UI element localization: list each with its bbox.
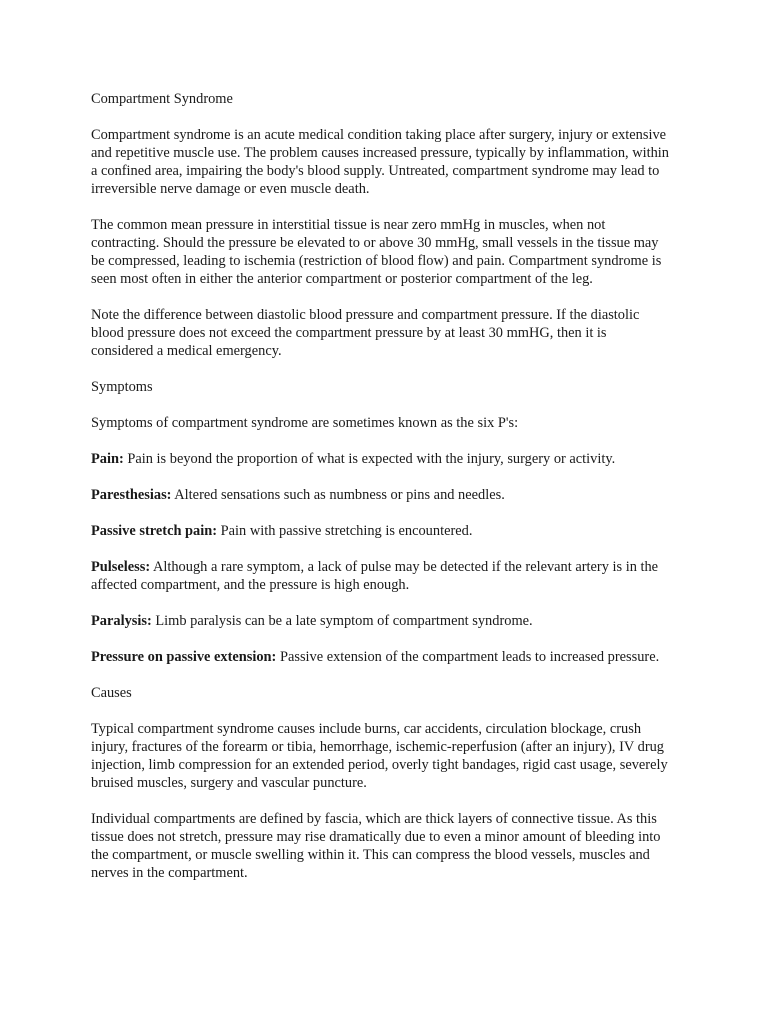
intro-paragraph: The common mean pressure in interstitial tissue is near zero mmHg in muscles, when not contracting. Should the pressure be elevated to or above 30 mmHg, small vessels in the tissue may be compressed, leading to ischemia (restriction of blood flow) and pain. Compartment syndrome is seen most often in either the anterior compartment or posterior compartment of the leg.: [91, 217, 662, 287]
symptom-term: Paralysis:: [91, 613, 152, 629]
symptom-term: Passive stretch pain:: [91, 523, 218, 539]
document-page: [91, 90, 671, 900]
symptoms-heading: Symptoms: [91, 379, 153, 395]
symptom-term: Paresthesias:: [91, 487, 172, 503]
symptom-item: [91, 522, 671, 540]
symptom-description: Altered sensations such as numbness or pins and needles.: [171, 487, 505, 503]
causes-paragraph: Individual compartments are defined by fascia, which are thick layers of connective tissue. As this tissue does not stretch, pressure may rise dramatically due to even a minor amount of bleeding into the compartment, or muscle swelling within it. This can compress the blood vessels, muscles and nerves in the compartment.: [91, 811, 661, 881]
document-title: Compartment Syndrome: [91, 91, 233, 107]
intro-paragraph: Note the difference between diastolic blood pressure and compartment pressure. If the diastolic blood pressure does not exceed the compartment pressure by at least 30 mmHG, then it is considered a medical emergency.: [91, 307, 640, 359]
intro-paragraph: Compartment syndrome is an acute medical condition taking place after surgery, injury or extensive and repetitive muscle use. The problem causes increased pressure, typically by inflammation, within a confined area, impairing the body's blood supply. Untreated, compartment syndrome may lead to irreversible nerve damage or even muscle death.: [91, 127, 669, 197]
symptom-item: [91, 486, 671, 504]
causes-paragraph: Typical compartment syndrome causes include burns, car accidents, circulation blockage, crush injury, fractures of the forearm or tibia, hemorrhage, ischemic-reperfusion (after an injury), IV drug injection, limb compression for an extended period, overly tight bandages, rigid cast usage, severely bruised muscles, surgery and vascular puncture.: [91, 721, 668, 791]
symptom-term: Pulseless:: [91, 559, 151, 575]
symptom-description: Although a rare symptom, a lack of pulse may be detected if the relevant artery is in the affected compartment, and the pressure is high enough.: [91, 559, 659, 593]
symptom-item: [91, 612, 671, 630]
symptom-item: [91, 558, 671, 594]
symptoms-intro: Symptoms of compartment syndrome are sometimes known as the six P's:: [91, 415, 519, 431]
causes-heading: Causes: [91, 685, 132, 701]
symptom-description: Limb paralysis can be a late symptom of compartment syndrome.: [151, 613, 533, 629]
symptom-item: [91, 648, 671, 666]
symptom-description: Pain is beyond the proportion of what is expected with the injury, surgery or activity.: [123, 451, 616, 467]
symptom-description: Pain with passive stretching is encountered.: [217, 523, 473, 539]
symptom-term: Pressure on passive extension:: [91, 649, 277, 665]
symptom-item: [91, 450, 671, 468]
symptom-description: Passive extension of the compartment leads to increased pressure.: [276, 649, 660, 665]
symptom-term: Pain:: [91, 451, 124, 467]
